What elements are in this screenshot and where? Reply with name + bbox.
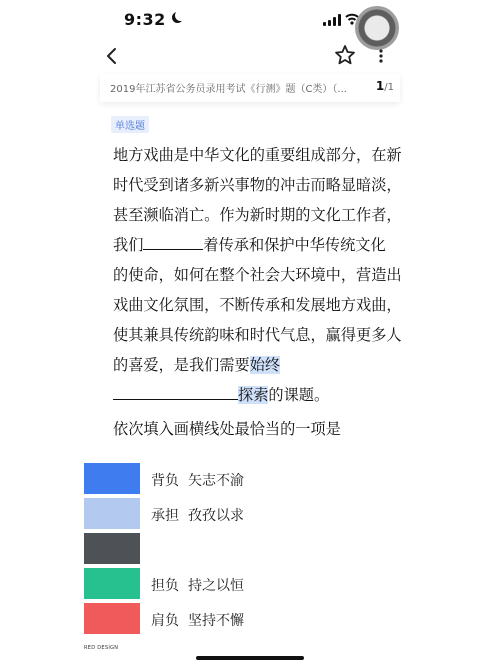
page-counter bbox=[376, 79, 394, 93]
more-icon[interactable] bbox=[374, 48, 388, 64]
question-line bbox=[113, 230, 393, 260]
answer-options bbox=[84, 463, 404, 638]
nav-bar bbox=[0, 40, 500, 72]
signal-icon bbox=[323, 14, 341, 26]
option-a[interactable] bbox=[84, 463, 404, 494]
option-color-swatch bbox=[84, 603, 140, 634]
home-indicator[interactable] bbox=[196, 656, 304, 660]
option-color-swatch bbox=[84, 498, 140, 529]
option-e[interactable] bbox=[84, 603, 404, 634]
question-line bbox=[113, 350, 393, 380]
option-b[interactable] bbox=[84, 498, 404, 529]
back-arrow-icon[interactable] bbox=[102, 46, 122, 66]
option-word: 坚持不懈 bbox=[188, 613, 244, 629]
highlighted-text[interactable]: 始终 bbox=[249, 356, 281, 374]
status-bar bbox=[0, 0, 500, 40]
page-current: 1 bbox=[375, 79, 385, 93]
option-word: 担负 bbox=[151, 578, 179, 594]
question-text: 我们 bbox=[113, 236, 144, 254]
question-line: 使其兼具传统韵味和时代气息，赢得更多人 bbox=[113, 326, 402, 344]
question-line: 时代受到诸多新兴事物的冲击而略显暗淡， bbox=[113, 176, 402, 194]
option-color-swatch bbox=[84, 533, 140, 564]
favorite-star-icon[interactable] bbox=[334, 44, 356, 66]
question-text: 的课题。 bbox=[268, 386, 330, 404]
option-color-swatch bbox=[84, 568, 140, 599]
option-word: 矢志不渝 bbox=[188, 473, 244, 489]
option-word: 承担 bbox=[151, 508, 179, 524]
question-line: 戏曲文化氛围，不断传承和发展地方戏曲， bbox=[113, 296, 402, 314]
question-line: 甚至濒临消亡。作为新时期的文化工作者， bbox=[113, 206, 402, 224]
question-prompt: 依次填入画横线处最恰当的一项是 bbox=[113, 420, 341, 438]
option-d[interactable] bbox=[84, 568, 404, 599]
question-text: 的喜爱，是我们需要 bbox=[113, 356, 250, 374]
fill-blank-1 bbox=[143, 231, 203, 250]
question-line: 的使命，如何在整个社会大环境中，营造出 bbox=[113, 266, 402, 284]
option-word: 肩负 bbox=[151, 613, 179, 629]
exam-title-bar[interactable] bbox=[100, 74, 400, 102]
question-line bbox=[113, 380, 393, 410]
exam-title: 2019年江苏省公务员录用考试《行测》题（C类）（... bbox=[110, 84, 347, 95]
brand-watermark: RED DESIGN bbox=[84, 645, 119, 651]
option-word: 持之以恒 bbox=[188, 578, 244, 594]
moon-icon bbox=[172, 12, 183, 23]
question-line: 地方戏曲是中华文化的重要组成部分，在新 bbox=[113, 146, 402, 164]
fill-blank-2 bbox=[113, 381, 238, 400]
status-time: 9:32 bbox=[124, 10, 166, 29]
option-word: 背负 bbox=[151, 473, 179, 489]
option-c[interactable] bbox=[84, 533, 404, 564]
option-word: 孜孜以求 bbox=[188, 508, 244, 524]
highlighted-text[interactable]: 探索 bbox=[238, 386, 269, 404]
option-color-swatch bbox=[84, 463, 140, 494]
question-stem bbox=[113, 140, 402, 410]
page-total: /1 bbox=[384, 82, 394, 93]
question-type-badge: 单选题 bbox=[111, 116, 149, 133]
question-text: 着传承和保护中华传统文化 bbox=[203, 236, 386, 254]
